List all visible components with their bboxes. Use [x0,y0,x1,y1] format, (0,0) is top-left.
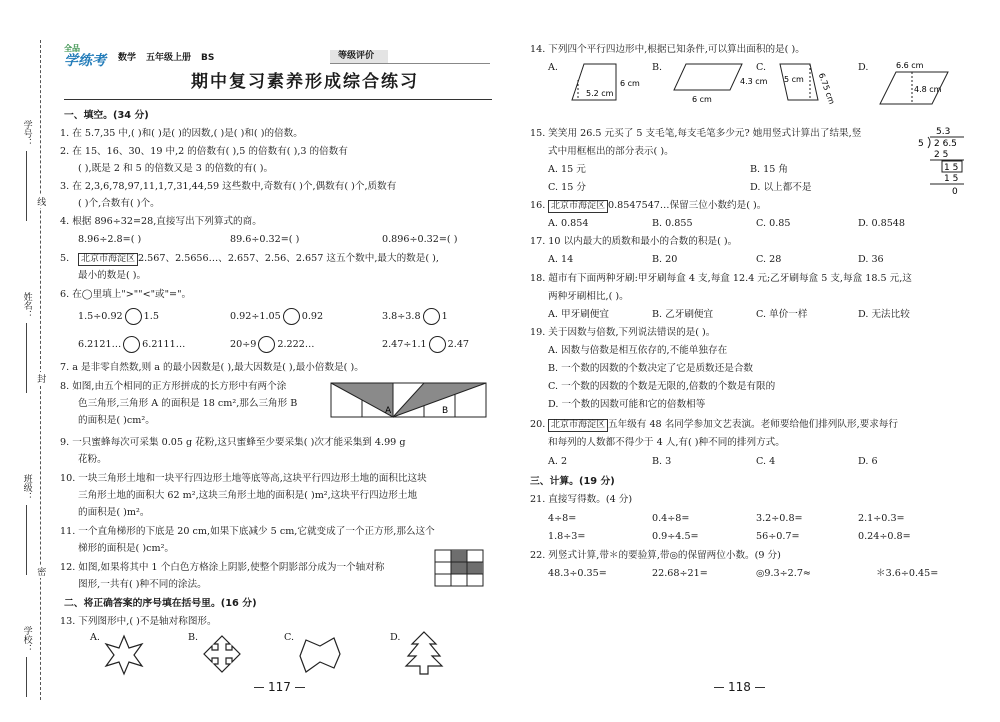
svg-text:2 5: 2 5 [934,150,949,160]
q18-option[interactable]: C. 单价一样 [756,309,808,320]
q4-item: 8.96÷2.8=( ) [78,234,142,245]
q20-option[interactable]: D. 6 [858,456,878,467]
binding-mark: 封 [35,374,46,383]
q17-option[interactable]: C. 28 [756,254,782,265]
question-5: 5. 北京市海淀区 2.567、2.5656…、2.657、2.56、2.657 这五个数中,最大的数是( ), [60,253,492,266]
q4-item: 0.896÷0.32=( ) [382,234,458,245]
svg-text:2 6.5: 2 6.5 [934,139,957,149]
q19-option[interactable]: D. 一个数的因数可能和它的倍数相等 [548,399,706,410]
q21-item: 0.24÷0.8= [858,531,911,542]
compare-circle[interactable] [123,336,140,353]
q20-option[interactable]: C. 4 [756,456,776,467]
q20-option[interactable]: A. 2 [548,456,568,467]
q6-item: 2.47÷1.1 2.47 [382,336,469,353]
q12-grid-figure [434,549,486,587]
title-divider [64,99,492,100]
region-tag: 北京市海淀区 [548,419,608,432]
binding-margin [0,0,60,722]
q18-option[interactable]: D. 无法比较 [858,309,910,320]
page-number: 117 [250,680,309,695]
q21-item: 0.4÷8= [652,513,690,524]
q16-option[interactable]: A. 0.854 [548,218,589,229]
star-shape-icon [102,634,146,676]
svg-text:4.8 cm: 4.8 cm [914,85,942,94]
q6-item: 0.92÷1.05 0.92 [230,308,323,325]
field-school[interactable]: 学校： [6,626,46,697]
q13-option-a[interactable]: A. [90,632,100,643]
q17-option[interactable]: B. 20 [652,254,678,265]
svg-text:1 5: 1 5 [944,174,959,184]
q14-option-d[interactable]: D. [858,62,869,73]
q20-option[interactable]: B. 3 [652,456,672,467]
field-blank[interactable] [26,505,27,575]
q18-option[interactable]: B. 乙牙刷便宜 [652,309,714,320]
svg-text:4.3 cm: 4.3 cm [740,77,768,86]
q22-item: ＊3.6÷0.45= [876,568,939,579]
q19-option[interactable]: C. 一个数的因数的个数是无限的,倍数的个数是有限的 [548,381,776,392]
q14-option-b[interactable]: B. [652,62,663,73]
q16-option[interactable]: D. 0.8548 [858,218,906,229]
page-117 [60,0,492,722]
q8-rectangle-figure [330,382,490,420]
svg-text:6.6 cm: 6.6 cm [896,61,924,70]
q19-option[interactable]: A. 因数与倍数是相互依存的,不能单独存在 [548,345,728,356]
question-13: 13. 下列图形中,( )不是轴对称图形。 [60,616,217,627]
question-21: 21. 直接写得数。(4 分) [530,494,633,505]
question-12-cont: 图形,一共有( )种不同的涂法。 [78,579,207,590]
page-title: 期中复习素养形成综合练习 [191,72,419,92]
compare-circle[interactable] [258,336,275,353]
q6-item: 6.2121… 6.2111… [78,336,185,353]
question-2-cont: ( ),既是 2 和 5 的倍数又是 3 的倍数的有( )。 [78,163,274,174]
svg-text:5: 5 [918,139,924,149]
q14-figure-c [770,58,850,108]
q16-option[interactable]: C. 0.85 [756,218,791,229]
q13-option-d[interactable]: D. [390,632,401,643]
question-12: 12. 如图,如果将其中 1 个白色方格涂上阴影,使整个阴影部分成为一个轴对称 [60,562,385,573]
question-20: 20. 北京市海淀区 五年级有 48 名同学参加文艺表演。老师要给他们排列队形,要求每行 [530,419,970,432]
q16-option[interactable]: B. 0.855 [652,218,693,229]
question-11: 11. 一个直角梯形的下底是 20 cm,如果下底减少 5 cm,它就变成了一个正方形,那么这个 [60,526,435,537]
compare-circle[interactable] [429,336,446,353]
section-heading: 一、填空。(34 分) [64,110,149,121]
q14-option-a[interactable]: A. [548,62,558,73]
compare-circle[interactable] [283,308,300,325]
tree-shape-icon [402,630,446,676]
question-18-cont: 两种牙刷相比,( )。 [548,291,629,302]
label-a: A [385,406,392,416]
q4-item: 89.6÷0.32=( ) [230,234,300,245]
binding-mark: 线 [35,197,46,206]
q21-item: 0.9÷4.5= [652,531,699,542]
question-2: 2. 在 15、16、30、19 中,2 的倍数有( ),5 的倍数有( ),3 的倍数有 [60,146,348,157]
section-heading: 二、将正确答案的序号填在括号里。(16 分) [64,598,257,609]
q21-item: 2.1÷0.3= [858,513,905,524]
q17-option[interactable]: A. 14 [548,254,574,265]
q21-item: 56÷0.7= [756,531,800,542]
question-3-cont: ( )个,合数有( )个。 [78,198,160,209]
q13-option-c[interactable]: C. [284,632,295,643]
question-8-cont: 色三角形,三角形 A 的面积是 18 cm²,那么三角形 B [78,398,298,409]
parallelogram-shape-icon [296,634,346,676]
svg-text:6 cm: 6 cm [692,95,712,104]
q14-option-c[interactable]: C. [756,62,767,73]
q14-figure-a [564,60,644,106]
question-3: 3. 在 2,3,6,78,97,11,1,7,31,44,59 这些数中,奇数有( )个,偶数有( )个,质数有 [60,181,397,192]
region-tag: 北京市海淀区 [78,253,138,266]
question-8: 8. 如图,由五个相同的正方形拼成的长方形中有两个涂 [60,381,287,392]
q17-option[interactable]: D. 36 [858,254,884,265]
q19-option[interactable]: B. 一个数的因数的个数决定了它是质数还是合数 [548,363,754,374]
question-15-cont: 式中用框框出的部分表示( )。 [548,146,674,157]
question-1: 1. 在 5.7,35 中,( )和( )是( )的因数,( )是( )和( )的倍数。 [60,128,303,139]
q13-option-b[interactable]: B. [188,632,199,643]
page-118 [530,0,970,722]
svg-text:0: 0 [952,187,958,197]
q15-option[interactable]: A. 15 元 [548,164,586,175]
region-tag: 北京市海淀区 [548,200,608,213]
brand-logo: 全品 学练考 [64,44,106,69]
question-9: 9. 一只蜜蜂每次可采集 0.05 g 花粉,这只蜜蜂至少要采集( )次才能采集到 4.99 g [60,437,406,448]
question-22: 22. 列竖式计算,带＊的要验算,带◎的保留两位小数。(9 分) [530,550,781,561]
label-b: B [442,406,449,416]
svg-text:6.75 cm: 6.75 cm [816,71,837,106]
q14-figure-b [666,60,768,106]
question-16: 16. 北京市海淀区 0.8547547…保留三位小数约是( )。 [530,200,970,213]
q14-figure-d [868,58,964,110]
field-blank[interactable] [26,151,27,221]
question-15: 15. 笑笑用 26.5 元买了 5 支毛笔,每支毛笔多少元? 她用竖式计算出了结果,竖 [530,128,862,139]
svg-text:6 cm: 6 cm [620,79,640,88]
binding-mark: 密 [35,567,46,576]
q22-item: 22.68÷21= [652,568,708,579]
section-heading: 三、计算。(19 分) [530,476,615,487]
question-10-cont: 的面积是( )m²。 [78,507,150,518]
q15-long-division [914,124,966,204]
question-20-cont: 和每列的人数都不得少于 4 人,有( )种不同的排列方式。 [548,437,785,448]
question-11-cont: 梯形的面积是( )cm²。 [78,543,175,554]
q15-option[interactable]: D. 以上都不是 [750,182,812,193]
question-9-cont: 花粉。 [78,454,107,465]
compare-circle[interactable] [125,308,142,325]
question-5-cont: 最小的数是( )。 [78,270,147,281]
page-number: 118 [710,680,769,695]
compare-circle[interactable] [423,308,440,325]
question-17: 17. 10 以内最大的质数和最小的合数的积是( )。 [530,236,738,247]
q6-item: 3.8÷3.8 1 [382,308,448,325]
question-14: 14. 下列四个平行四边形中,根据已知条件,可以算出面积的是( )。 [530,44,805,55]
question-8-cont: 的面积是( )cm²。 [78,415,155,426]
field-student-id[interactable]: 学号： [6,120,46,221]
svg-text:5.3: 5.3 [936,127,951,137]
grade-tab: 等级评价 [330,50,490,64]
q15-option[interactable]: C. 15 分 [548,182,586,193]
q18-option[interactable]: A. 甲牙刷便宜 [548,309,609,320]
field-blank[interactable] [26,323,27,393]
q22-item: ◎9.3÷2.7≈ [756,568,811,579]
arrow-cross-shape-icon [200,634,244,676]
field-name[interactable]: 姓名： [6,292,46,393]
svg-text:5 cm: 5 cm [784,75,804,84]
question-4: 4. 根据 896÷32=28,直接写出下列算式的商。 [60,216,262,227]
field-class[interactable]: 班级： [6,474,46,575]
q6-item: 20÷9 2.222… [230,336,314,353]
question-6: 6. 在◯里填上">""<"或"="。 [60,289,192,300]
q6-item: 1.5÷0.92 1.5 [78,308,159,325]
q22-item: 48.3÷0.35= [548,568,607,579]
question-19: 19. 关于因数与倍数,下列说法错误的是( )。 [530,327,716,338]
svg-text:5.2 cm: 5.2 cm [586,89,614,98]
q15-option[interactable]: B. 15 角 [750,164,789,175]
q21-item: 1.8÷3= [548,531,586,542]
question-18: 18. 超市有下面两种牙刷:甲牙刷每盒 4 支,每盒 12.4 元;乙牙刷每盒 5 支,每盒 18.5 元,这 [530,273,912,284]
header-meta: 数学 五年级上册 BS [118,53,215,63]
q21-item: 3.2÷0.8= [756,513,803,524]
field-blank[interactable] [26,657,27,697]
svg-text:1 5: 1 5 [944,163,959,173]
question-7: 7. a 是非零自然数,则 a 的最小因数是( ),最大因数是( ),最小倍数是( )。 [60,362,364,373]
q21-item: 4÷8= [548,513,577,524]
question-10: 10. 一块三角形土地和一块平行四边形土地等底等高,这块平行四边形土地的面积比这块 [60,473,427,484]
question-10-cont: 三角形土地的面积大 62 m²,这块三角形土地的面积是( )m²,这块平行四边形土地 [78,490,418,501]
